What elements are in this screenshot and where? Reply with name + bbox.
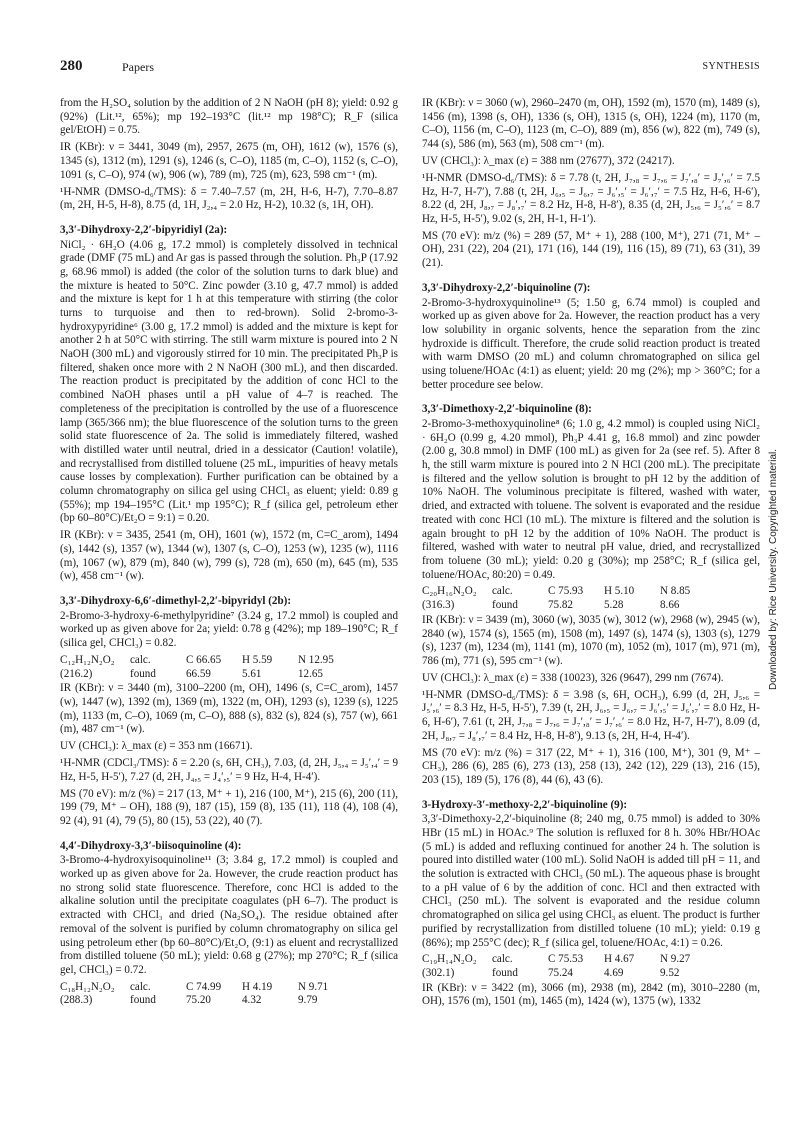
paragraph: UV (CHCl₃): λ_max (ε) = 338 (10023), 326 (9647), 299 nm (7674). bbox=[422, 671, 724, 684]
left-column bbox=[60, 97, 398, 1009]
analysis-cell: N 9.27 bbox=[660, 953, 691, 966]
analysis-cell: 8.66 bbox=[660, 599, 680, 612]
paragraph: IR (KBr): ν = 3422 (m), 3066 (m), 2938 (m), 2842 (m), 3010–2280 (m, OH), 1576 (m), 1501 (m), 1465 (m), 1424 (w), 1375 (w), 1332 bbox=[422, 981, 760, 1008]
compound-heading: 3,3′-Dihydroxy-2,2′-biquinoline (7): bbox=[422, 281, 591, 294]
paragraph: MS (70 eV): m/z (%) = 217 (13, M⁺ + 1), 216 (100, M⁺), 215 (6), 200 (11), 199 (79, M⁺ – OH), 188 (9), 187 (15), 159 (8), 135 (11), 118 (4), 108 (4), 92 (4), 91 (4), 79 (5), 80 (15), 53 (22), 40 (7). bbox=[60, 787, 398, 827]
analysis-cell: (288.3) bbox=[60, 994, 93, 1007]
analysis-cell: found bbox=[130, 994, 156, 1007]
analysis-cell: N 12.95 bbox=[298, 653, 334, 666]
download-notice: Downloaded by: Rice University. Copyrighted material. bbox=[768, 448, 779, 690]
paragraph: IR (KBr): ν = 3435, 2541 (m, OH), 1601 (w), 1572 (m, C=C_arom), 1494 (s), 1442 (s), 1357 (w), 1344 (w), 1307 (s, C–O), 1253 (w), 1235 (w), 1116 (m), 1067 (w), 879 (m), 840 (w), 799 (s), 728 (m), 650 (m), 645 (m), 535 (w), 458 cm⁻¹ (w). bbox=[60, 529, 398, 583]
paragraph: ¹H-NMR (DMSO-d₆/TMS): δ = 3.98 (s, 6H, OCH₃), 6.99 (d, 2H, J₅,₆ = J₅′,₆′ = 8.3 Hz, H-5, H-5′), 7.39 (t, 2H, J₆,₅ = J₆,₇ = J₆′,₅′ = J₆′,₇′ = 8.0 Hz, H-6, H-6′), 7.61 (t, 2H, J₇,₈ = J₇,₆ = J₇′,₈′ = J₇′,₆′ = 8.0 Hz, H-7, H-7′), 8.09 (d, 2H, J₈,₇ = J₈′,₇′ = 8.4 Hz, H-8, H-8′), 9.13 (s, 2H, H-4, H-4′). bbox=[422, 688, 760, 742]
paragraph: from the H₂SO₄ solution by the addition of 2 N NaOH (pH 8); yield: 0.92 g (92%) (Lit.¹², 65%); mp 192–193°C (lit.¹² mp 198°C); R_F (silica gel/EtOH) = 0.75. bbox=[60, 97, 398, 137]
analysis-cell: 9.52 bbox=[660, 967, 680, 980]
analysis-cell: (316.3) bbox=[422, 599, 455, 612]
journal-name: SYNTHESIS bbox=[702, 61, 760, 72]
analysis-cell: 66.59 bbox=[186, 667, 211, 680]
analysis-cell: 75.24 bbox=[548, 967, 573, 980]
elemental-analysis bbox=[422, 585, 760, 612]
analysis-cell: H 5.59 bbox=[242, 653, 273, 666]
paragraph: 3,3′-Dimethoxy-2,2′-biquinoline (8; 240 mg, 0.75 mmol) is added to 30% HBr (15 mL) in HOAc.⁹ The solution is refluxed for 8 h. 30% HBr/HOAc (5 mL) is added and refluxing continued for another 24 h. The solution is poured into distilled water (100 mL). Solid NaOH is added till pH = 11, and the solution is extracted with CHCl₃ (50 mL). The aqueous phase is brought to a pH value of 6 by the addition of conc. HCl and then extracted with CHCl₃ (250 mL). The solvent is evaporated and the residue column chromatographed on silica gel using CHCl₃ as eluent. The product is further purified by recrystallization from distilled toluene (10 mL); yield: 0.19 g (86%); mp 255°C (dec); R_f (silica gel, toluene/HOAc, 4:1) = 0.26. bbox=[422, 813, 760, 949]
analysis-cell: 9.79 bbox=[298, 994, 318, 1007]
compound-heading: 3,3′-Dihydroxy-2,2′-bipyridiyl (2a): bbox=[60, 223, 228, 236]
analysis-cell: (302.1) bbox=[422, 967, 455, 980]
analysis-cell: N 8.85 bbox=[660, 585, 691, 598]
analysis-cell: H 4.19 bbox=[242, 980, 273, 993]
analysis-cell: calc. bbox=[130, 980, 151, 993]
analysis-cell: 12.65 bbox=[298, 667, 323, 680]
analysis-cell: H 4.67 bbox=[604, 953, 635, 966]
page-number: 280 bbox=[60, 58, 83, 74]
analysis-cell: C 75.53 bbox=[548, 953, 584, 966]
paragraph: ¹H-NMR (CDCl₃/TMS): δ = 2.20 (s, 6H, CH₃), 7.03, (d, 2H, J₅,₄ = J₅′,₄′ = 9 Hz, H-5, H-5′), 7.27 (d, 2H, J₄,₅ = J₄′,₅′ = 9 Hz, H-4, H-4′). bbox=[60, 757, 398, 783]
analysis-cell: found bbox=[492, 599, 518, 612]
elemental-analysis bbox=[60, 654, 398, 681]
paragraph: NiCl₂ · 6H₂O (4.06 g, 17.2 mmol) is completely dissolved in technical grade (DMF (75 mL) and Ar gas is passed through the solution. Ph₃P (17.92 g, 68.96 mmol) is added (the color of the solution turns to dark blue) and the mixture is heated to 50°C. Zinc powder (3.10 g, 47.7 mmol) is added and the mixture is kept for 1 h at this temperature with stirring (the color turns to turquoise and then to red-brown). Solid 2-bromo-3-hydroxypyridine⁶ (3.00 g, 17.2 mmol) is added and the mixture is kept for another 2 h at 50°C with stirring. The still warm mixture is poured into 2 N NaOH (300 mL) and vigorously stirred for 10 min. The precipitated Ph₃P is filtered, shaken once more with 2 N NaOH (300 mL), and then discarded. The reaction product is precipitated by the addition of conc HCl to the combined NaOH phases until a pH value of 4–7 is reached. The completeness of the precipitation is controlled by the use of a fluorescence lamp (365/366 nm); the blue fluorescence of the solution turns to the green solid state fluorescence of 2a. The solid is immediately filtered, washed with distilled water until neutral, dried in a dessicator (Caution! volatile), and recrystallised from distilled toluene (25 mL, impurities of heavy metals cause losses by complexation). Further purification can be obtained by a column chromatography on silica gel using CHCl₃ as eluent; yield: 0.89 g (55%); mp 194–195°C (Lit.¹ mp 195°C); R_f (silica gel, petroleum ether (bp 60–80°C)/Et₂O = 9:1) = 0.20. bbox=[60, 238, 398, 525]
compound-heading: 3-Hydroxy-3′-methoxy-2,2′-biquinoline (9): bbox=[422, 798, 628, 811]
paragraph: IR (KBr): ν = 3441, 3049 (m), 2957, 2675 (m, OH), 1612 (w), 1576 (s), 1345 (s), 1312 (m), 1291 (s), 1246 (s, C–O), 1185 (m, C–O), 1152 (s, C–O), 1091 (s, C–O), 974 (w), 906 (w), 789 (m), 725 (m), 623, 598 cm⁻¹ (m). bbox=[60, 141, 398, 181]
paragraph: UV (CHCl₃): λ_max (ε) = 353 nm (16671). bbox=[60, 740, 253, 753]
paragraph: 2-Bromo-3-hydroxy-6-methylpyridine⁷ (3.24 g, 17.2 mmol) is coupled and worked up as given above for 2a; yield: 0.78 g (42%); mp 189–190°C; R_f (silica gel, CHCl₃) = 0.82. bbox=[60, 609, 398, 649]
analysis-cell: found bbox=[492, 967, 518, 980]
paragraph: MS (70 eV): m/z (%) = 317 (22, M⁺ + 1), 316 (100, M⁺), 301 (9, M⁺ – CH₃), 286 (6), 285 (6), 273 (13), 258 (13), 242 (12), 229 (13), 216 (15), 203 (15), 189 (5), 176 (8), 44 (6), 43 (6). bbox=[422, 746, 760, 786]
analysis-cell: 5.61 bbox=[242, 667, 262, 680]
page-header bbox=[60, 58, 760, 80]
analysis-cell: H 5.10 bbox=[604, 585, 635, 598]
paragraph: UV (CHCl₃): λ_max (ε) = 388 nm (27677), 372 (24217). bbox=[422, 154, 675, 167]
analysis-cell: 4.69 bbox=[604, 967, 624, 980]
compound-heading: 4,4′-Dihydroxy-3,3′-biisoquinoline (4): bbox=[60, 839, 242, 852]
right-column bbox=[422, 97, 760, 1012]
analysis-cell: N 9.71 bbox=[298, 980, 329, 993]
compound-heading: 3,3′-Dimethoxy-2,2′-biquinoline (8): bbox=[422, 403, 592, 416]
paragraph: IR (KBr): ν = 3060 (w), 2960–2470 (m, OH), 1592 (m), 1570 (m), 1489 (s), 1456 (m), 1398 (s, OH), 1336 (s, OH), 1315 (s, OH), 1224 (m), 1170 (m, C–O), 1156 (m, C–O), 1123 (m, C–O), 889 (m), 856 (w), 822 (m), 749 (s), 744 (s), 586 (m), 563 (m), 508 cm⁻¹ (m). bbox=[422, 97, 760, 151]
paragraph: ¹H-NMR (DMSO-d₆/TMS): δ = 7.78 (t, 2H, J₇,₈ = J₇,₆ = J₇′,₈′ = J₇′,₆′ = 7.5 Hz, H-7, H-7′), 7.88 (t, 2H, J₆,₅ = J₆,₇ = J₆′,₅′ = J₆′,₇′ = 7.5 Hz, H-6, H-6′), 8.22 (d, 2H, J₈,₇ = J₈′,₇′ = 8.2 Hz, H-8, H-8′), 8.35 (d, 2H, J₅,₆ = J₅′,₆′ = 8.7 Hz, H-5, H-5′), 9.02 (s, 2H, H-1, H-1′). bbox=[422, 171, 760, 225]
analysis-cell: C₁₈H₁₂N₂O₂ bbox=[60, 980, 115, 993]
analysis-cell: C 74.99 bbox=[186, 980, 222, 993]
analysis-cell: 4.32 bbox=[242, 994, 262, 1007]
analysis-cell: calc. bbox=[492, 953, 513, 966]
analysis-cell: 75.20 bbox=[186, 994, 211, 1007]
compound-heading: 3,3′-Dihydroxy-6,6′-dimethyl-2,2′-bipyridyl (2b): bbox=[60, 594, 292, 607]
analysis-cell: C 75.93 bbox=[548, 585, 584, 598]
analysis-cell: C₁₂H₁₂N₂O₂ bbox=[60, 653, 115, 666]
paragraph: 3-Bromo-4-hydroxyisoquinoline¹¹ (3; 3.84 g, 17.2 mmol) is coupled and worked up as given above for 2a. However, the crude reaction product has no strong solid state fluorescence. Therefore, conc HCl is added to the alkaline solution until the precipitate coagulates (pH 6–7). The product is extracted with CHCl₃ and dried (Na₂SO₄). The residue obtained after removal of the solvent is purified by column chromatography on silica gel using petroleum ether (bp 60–80°C)/Et₂O, (9:1) as eluent and recrystallized from distilled toluene (50 mL); yield: 0.68 g (27%); mp 270°C; R_f (silica gel, CHCl₃) = 0.72. bbox=[60, 854, 398, 976]
paragraph: IR (KBr): ν = 3439 (m), 3060 (w), 3035 (w), 3012 (w), 2968 (w), 2945 (w), 2840 (w), 1574 (s), 1565 (m), 1508 (m), 1497 (s), 1474 (s), 1303 (s), 1279 (s), 1237 (m), 1234 (m), 1141 (m), 1070 (m), 1052 (m), 1017 (m), 971 (m), 786 (m), 771 (s), 595 cm⁻¹ (w). bbox=[422, 613, 760, 667]
paragraph: 2-Bromo-3-methoxyquinoline⁸ (6; 1.0 g, 4.2 mmol) is coupled using NiCl₂ · 6H₂O (0.99 g, 4.20 mmol), Ph₃P 4.41 g, 16.8 mmol) and zinc powder (2.00 g, 30.8 mmol) in DMF (100 mL) as given for 2a (see ref. 5). After 8 h, the still warm mixture is poured into 2 N HCl (200 mL). The precipitate is filtered and the yellow solution is brought to pH 12 by the addition of 10% NaOH. The voluminous precipitate is filtered, washed with water, dried, and extracted with toluene. The solvent is evaporated and the residue treated with conc HCl (10 mL). The mixture is filtered and the solution is again brought to pH 12 by the addition of 10% NaOH. The product is filtered, washed with water to neutral pH value, dried, and recrystallized from toluene (30 mL); yield: 0.20 g (30%); mp 258°C; R_f (silica gel, toluene/HOAc, 80:20) = 0.49. bbox=[422, 418, 760, 581]
analysis-cell: C₂₀H₁₆N₂O₂ bbox=[422, 585, 477, 598]
elemental-analysis bbox=[60, 981, 398, 1008]
analysis-cell: calc. bbox=[492, 585, 513, 598]
paragraph: MS (70 eV): m/z (%) = 289 (57, M⁺ + 1), 288 (100, M⁺), 271 (71, M⁺ – OH), 231 (22), 204 (21), 171 (16), 144 (19), 116 (15), 89 (71), 63 (31), 39 (21). bbox=[422, 229, 760, 270]
paragraph: 2-Bromo-3-hydroxyquinoline¹³ (5; 1.50 g, 6.74 mmol) is coupled and worked up as given above for 2a. However, the reaction product has a very low solubility in organic solvents, hence the separation from the zinc hydroxide is difficult. Therefore, the crude solid reaction product is treated with warm DMSO (20 mL) and column chromatographed on silica gel using toluene/HOAc (4:1) as eluent; yield: 20 mg (2%); mp > 360°C; for a better procedure see below. bbox=[422, 296, 760, 391]
analysis-cell: calc. bbox=[130, 653, 151, 666]
analysis-cell: 5.28 bbox=[604, 599, 624, 612]
analysis-cell: 75.82 bbox=[548, 599, 573, 612]
analysis-cell: found bbox=[130, 667, 156, 680]
analysis-cell: (216.2) bbox=[60, 667, 93, 680]
analysis-cell: C₁₉H₁₄N₂O₂ bbox=[422, 953, 477, 966]
elemental-analysis bbox=[422, 953, 760, 980]
section-label: Papers bbox=[122, 60, 154, 74]
paragraph: ¹H-NMR (DMSO-d₆/TMS): δ = 7.40–7.57 (m, 2H, H-6, H-7), 7.70–8.87 (m, 2H, H-5, H-8), 8.75 (d, 1H, J₂,₄ = 2.0 Hz, H-2), 10.32 (s, 1H, OH). bbox=[60, 185, 398, 212]
analysis-cell: C 66.65 bbox=[186, 653, 222, 666]
paragraph: IR (KBr): ν = 3440 (m), 3100–2200 (m, OH), 1496 (s, C=C_arom), 1457 (w), 1447 (w), 1392 (m), 1369 (m), 1322 (m, OH), 1293 (s), 1239 (s), 1225 (m), 1133 (m, C–O), 1069 (m, C–O), 888 (s), 832 (s), 824 (s), 757 (w), 661 (m), 487 cm⁻¹ (w). bbox=[60, 682, 398, 736]
